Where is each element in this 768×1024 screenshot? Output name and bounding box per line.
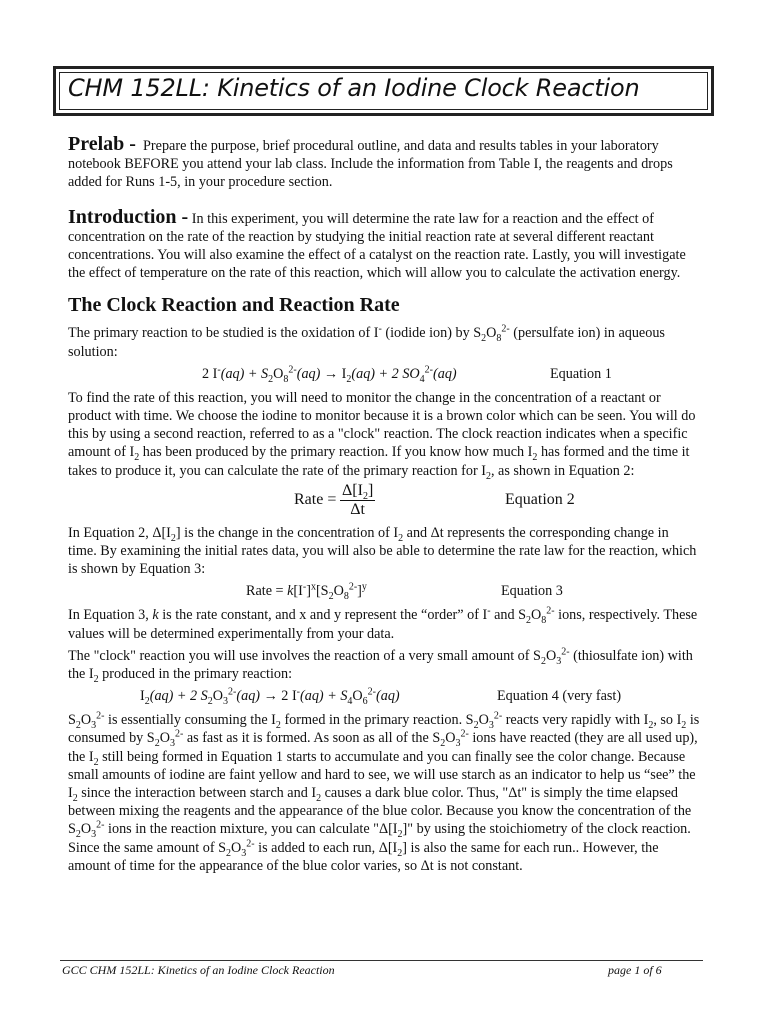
page-title: CHM 152LL: Kinetics of an Iodine Clock Reaction <box>68 74 640 102</box>
equation-2-numerator: $\Delta[I_2]$ <box>342 481 374 503</box>
paragraph-clock-reaction: To find the rate of this reaction, you will need to monitor the change in the concentration of a reactant or product with time. We choose the iodine to monitor because it is a brown color which can be seen. You will do this by using a second reaction, referred to as a "clock" reaction. The clock reaction indicates when a specific amount of $I_2$ has been produced by the primary reaction. If you know how much $I_2$ has formed and the time it takes to produce it, you can calculate the rate of the primary reaction for $I_2$, as shown in Equation 2: <box>68 389 696 482</box>
paragraph-primary-reaction: The primary reaction to be studied is the oxidation of I- (iodide ion) by $S_2O_8^{2-}$ (persulfate ion) in aqueous solution: <box>68 323 665 360</box>
footer-page-number: page 1 of 6 <box>608 963 662 977</box>
equation-3-label: Equation 3 <box>501 583 563 600</box>
equation-1-expression: 2 $I^-(aq) + S_2O_8^{2-}(aq) \to I_2(aq) + 2$ $SO_4^{2-}(aq)$ <box>202 364 457 385</box>
equation-1 <box>68 365 700 385</box>
paragraph-equation-3-explain: In Equation 3, k is the rate constant, and x and y represent the “order” of I- and $S_2O_8^{2-}$ ions, respectively. These values will be determined experimentally from your data. <box>68 605 698 642</box>
paragraph-clock-mechanism: $S_2O_3^{2-}$ is essentially consuming the $I_2$ formed in the primary reaction. $S_2O_3^{2-}$ reacts very rapidly with $I_2$, so $I_2$ is consumed by $S_2O_3^{2-}$ as fast as it is formed. As soon as all of the $S_2O_3^{2-}$ ions have reacted (they are all used up), the $I_2$ still being formed in Equation 1 starts to accumulate and you can finally see the color change. Because small amounts of iodine are faint yellow and hard to see, we will use starch as an indicator to help us “see” the $I_2$ since the interaction between starch and $I_2$ causes a dark blue color. Thus, "Δt" is simply the time elapsed between mixing the reagents and the appearance of the blue color. Because you know the concentration of the $S_2O_3^{2-}$ ions in the reaction mixture, you can calculate "$\Delta[I_2]$" by using the stoichiometry of the clock reaction. Since the same amount of $S_2O_3^{2-}$ is added to each run, $\Delta[I_2]$ is also the same for each run.. However, the amount of time for the appearance of the blue color varies, so Δt is not constant. <box>68 710 700 874</box>
equation-2-fraction <box>340 482 375 519</box>
document-body <box>68 135 700 875</box>
equation-1-label: Equation 1 <box>550 365 612 382</box>
section-heading: The Clock Reaction and Reaction Rate <box>68 294 400 317</box>
equation-3 <box>68 582 700 602</box>
equation-4-label: Equation 4 (very fast) <box>497 688 622 705</box>
introduction-text: In this experiment, you will determine the rate law for a reaction and the effect of concentration on the rate of the reaction by studying the initial reaction rate at several different reactant concentrations. You will also examine the effect of a catalyst on the reaction rate. Lastly, you will investigate the effect of temperature on the rate of this reaction, which will allow you to calculate the activation energy. <box>68 210 686 282</box>
equation-2-label: Equation 2 <box>505 490 575 508</box>
introduction-paragraph <box>68 205 700 283</box>
equation-4-expression: $I_2(aq) + 2$ $S_2O_3^{2-}(aq) \to 2$ $I^-(aq) + S_4O_6^{2-}(aq)$ <box>140 686 400 708</box>
equation-3-expression: Rate = $k[I^-]^x[S_2O_8^{2-}]^y$ <box>246 581 367 603</box>
prelab-paragraph <box>68 135 700 192</box>
paragraph-equation-2-explain: In Equation 2, $\Delta[I_2]$ is the change in the concentration of $I_2$ and Δt represents the corresponding change in time. By examining the initial rates data, you will also be able to determine the rate law for the reaction, which is shown by Equation 3: <box>68 524 697 578</box>
equation-2-denominator: Δt <box>350 500 365 518</box>
footer-course-title: GCC CHM 152LL: Kinetics of an Iodine Clock Reaction <box>62 963 335 977</box>
equation-4 <box>68 687 700 707</box>
equation-2 <box>68 480 700 524</box>
introduction-heading: Introduction - <box>68 205 189 228</box>
equation-2-lhs: Rate = <box>294 490 337 508</box>
prelab-heading: Prelab - <box>68 133 136 155</box>
footer-rule <box>60 960 703 961</box>
prelab-text: Prepare the purpose, brief procedural outline, and data and results tables in your laboratory notebook BEFORE you attend your lab class. Include the information from Table I, the reagents and drops added for Runs 1-5, in your procedure section. <box>68 138 673 191</box>
paragraph-thiosulfate: The "clock" reaction you will use involves the reaction of a very small amount of $S_2O_3^{2-}$ (thiosulfate ion) with the $I_2$ produced in the primary reaction: <box>68 646 693 685</box>
